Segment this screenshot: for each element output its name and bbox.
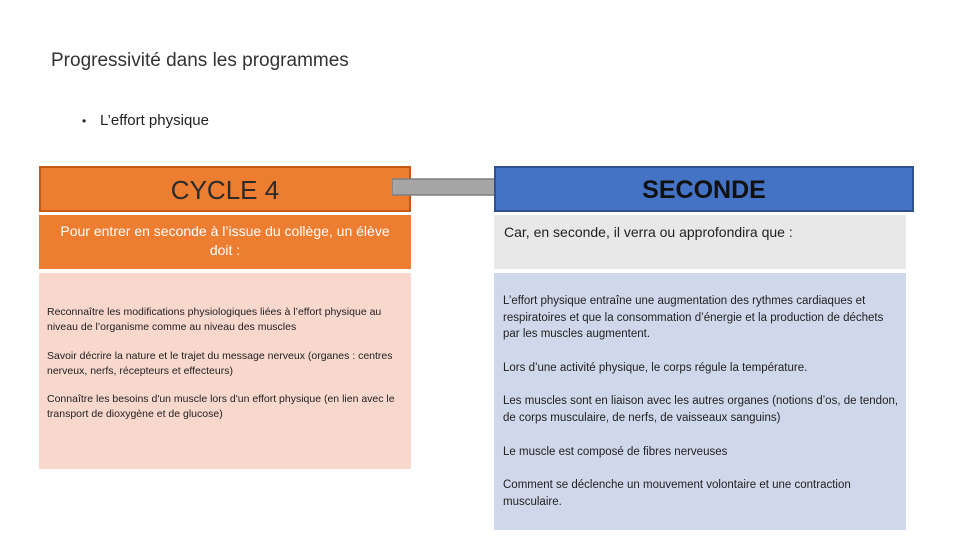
seconde-item: L’effort physique entraîne une augmentation des rythmes cardiaques et respiratoires et que la consommation d’énergie et la production de déchets par les muscles augmentent. <box>503 295 884 340</box>
seconde-header: SECONDE <box>494 166 914 212</box>
bullet-text: L’effort physique <box>100 112 209 129</box>
cycle4-subheader: Pour entrer en seconde à l’issue du collège, un élève doit : <box>39 215 411 269</box>
seconde-subheader: Car, en seconde, il verra ou approfondira que : <box>494 215 906 269</box>
bullet-item <box>82 112 209 129</box>
seconde-item: Comment se déclenche un mouvement volontaire et une contraction musculaire. <box>503 479 851 508</box>
slide-title: Progressivité dans les programmes <box>51 50 349 71</box>
cycle4-item: Connaître les besoins d'un muscle lors d'un effort physique (en lien avec le transport de dioxygène et de glucose) <box>47 393 395 420</box>
cycle4-item: Savoir décrire la nature et le trajet du message nerveux (organes : centres nerveux, nerfs, récepteurs et effecteurs) <box>47 350 393 377</box>
seconde-item: Les muscles sont en liaison avec les autres organes (notions d’os, de tendon, de corps musculaire, de nerfs, de vaisseaux sanguins) <box>503 395 899 424</box>
seconde-item: Le muscle est composé de fibres nerveuses <box>503 446 728 458</box>
cycle4-header: CYCLE 4 <box>39 166 411 212</box>
seconde-item: Lors d’une activité physique, le corps régule la température. <box>503 362 808 374</box>
cycle4-item: Reconnaître les modifications physiologiques liées à l’effort physique au niveau de l’organisme comme au niveau des muscles <box>47 306 382 333</box>
bullet-dot-icon: • <box>82 114 87 128</box>
